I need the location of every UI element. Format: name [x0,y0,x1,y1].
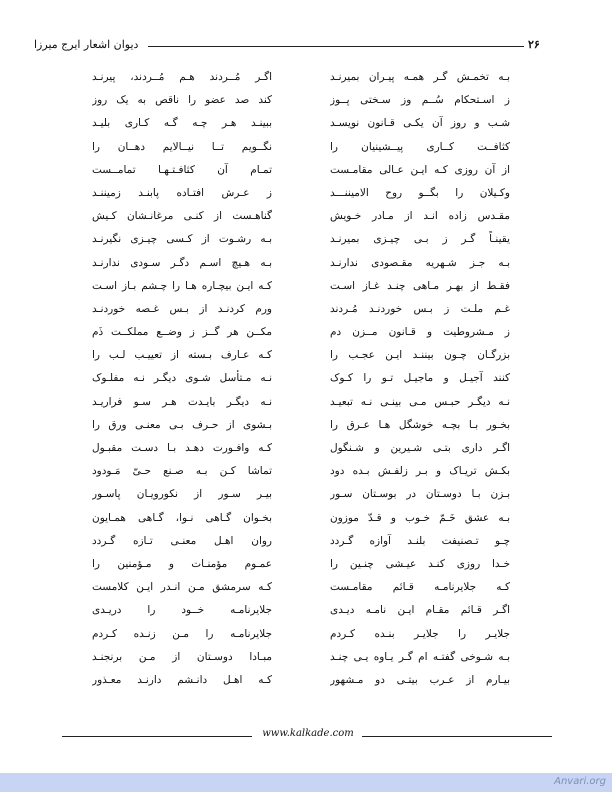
verse-first-hemistich: بـه جـز شـهریه مقـصودی ندارنـد [330,256,510,269]
verse-row [0,228,612,251]
verse-row [0,321,612,344]
verse-row [0,576,612,599]
verse-first-hemistich: غـم ملـت ز بـس خوردنـد مُـردند [330,302,510,315]
verse-second-hemistich: ببینـد هـر چـه گـه کـاری بلیـد [92,117,272,130]
footer-rule-right [362,736,552,737]
verse-second-hemistich: گناهـست از کنـی مرغانـشان کـیش [92,210,272,223]
verse-row [0,275,612,298]
verse-second-hemistich: جلایرنامـه خــود را دریـدی [92,604,272,617]
page-header [0,38,612,58]
verse-row [0,414,612,437]
verse-first-hemistich: فقـط از بهـر مـاهی چنـد غـاز اسـت [330,279,510,292]
verse-second-hemistich: کـه عـارف بـسته از تعییـب لـب را [92,349,272,362]
verse-row [0,112,612,135]
verse-second-hemistich: تمـام آن کثافـتـهـا تمامــست [92,163,272,176]
footer-rule-left [62,736,252,737]
watermark-text: Anvari.org [554,776,606,787]
verse-row [0,205,612,228]
verse-second-hemistich: روان اهـل معنـی تـازه گـردد [92,534,272,547]
verse-second-hemistich: بـه رشـوت از کـسی چیـزی نگیرنـد [92,233,272,246]
verse-row [0,159,612,182]
verse-row [0,344,612,367]
verse-second-hemistich: عمـوم مؤمنـات و مـؤمنین را [92,557,272,570]
verse-row [0,599,612,622]
page-number: ۲۶ [528,38,540,51]
verse-first-hemistich: چـو تـصنیفت بلنـد آوازه گـردد [330,534,510,547]
verse-second-hemistich: کـه وافـورت دهـد بـا دسـت مقبـول [92,442,272,454]
page-footer [0,728,612,742]
watermark-band [0,773,612,792]
verse-first-hemistich: از آن روزی کـه ایـن عـالی مقامـست [330,163,510,176]
verse-row [0,530,612,553]
verse-row [0,136,612,159]
verse-first-hemistich: وکـیلان را بگــو روح الامیننـــد [330,186,510,199]
verse-first-hemistich: نـه دیگـر حبـس مـی بینـی نـه تبعیـد [330,395,510,408]
verse-row [0,437,612,460]
verse-second-hemistich: ورم کردنـد از بـس غـصه خوردنـد [92,302,272,315]
verse-second-hemistich: نـه دیگـر بایـدت هـر سـو فراریـد [92,395,272,408]
verse-second-hemistich: بخـوان گـاهی نـوا، گـاهی همـایون [92,511,272,524]
verse-row [0,623,612,646]
verse-row [0,483,612,506]
verse-first-hemistich: بـه تخمـش گـر همـه پیـران بمیرنـد [330,71,510,83]
verse-row [0,66,612,89]
verse-first-hemistich: بکـش تریـاک و بـر زلفـش بـده دود [330,465,510,478]
verse-second-hemistich: تماشا کـن بـه صـنع حـیّ مَـودود [92,465,272,478]
verse-second-hemistich: کـه اهـل دانـشم دارنـد معـذور [92,673,272,686]
verse-second-hemistich: بیـر سـور از نکورویـان پاسـور [92,488,272,501]
header-rule [148,46,524,47]
verse-first-hemistich: بخـور بـا بچـه خوشگل هـا عـرق را [330,418,510,431]
verse-second-hemistich: کـه سرمشق مـن انـدر ایـن کلامست [92,581,272,594]
verse-row [0,252,612,275]
verse-first-hemistich: بیـارم از عـرب بیتـی دو مـشهور [330,673,510,686]
verse-second-hemistich: نگــویم تــا نیــالایم دهــان را [92,140,272,153]
verse-first-hemistich: ز اسـتحکام سُــم وز سـختی پــوز [330,94,510,107]
verse-first-hemistich: اگـر قـائم مقـام ایـن نامـه دیـدی [330,604,510,617]
verse-second-hemistich: جلایرنامـه را مـن زنـده کـردم [92,627,272,640]
verse-first-hemistich: شـب و روز آن یکـی قـانون نویسـد [330,117,510,130]
verse-first-hemistich: جلایـر را جلایـر بنـده کـردم [330,627,510,640]
verse-row [0,507,612,530]
verse-first-hemistich: کثافــت کــاری پیــشینیان را [330,140,510,153]
verse-row [0,298,612,321]
verse-first-hemistich: بـه عشق خَـمّ خـوب و قـدّ موزون [330,511,510,524]
verse-second-hemistich: بـشوی از حـرف بـی معنـی ورق را [92,418,272,431]
verse-second-hemistich: کند صد عضو را ناقص به یک روز [92,94,272,107]
verse-row [0,646,612,669]
verse-row [0,553,612,576]
verse-first-hemistich: خـدا روزی کنـد عیـشی چنـین را [330,557,510,570]
verse-row [0,367,612,390]
verse-first-hemistich: اگـر داری بتـی شـیرین و شـنگول [330,442,510,454]
verse-second-hemistich: نـه مـتأسل شـوی دیگـر نـه مفلـوک [92,372,272,385]
website-url[interactable]: www.kalkade.com [262,728,354,739]
verse-row [0,89,612,112]
verse-second-hemistich: مبـادا دوسـتان از مـن برنجنـد [92,650,272,663]
verse-first-hemistich: بزرگـان چـون بیننـد ایـن عجـب را [330,349,510,362]
verse-first-hemistich: ز مـشروطیت و قـانون مــزن دم [330,326,510,339]
verse-first-hemistich: بـه شـوخی گفتـه ام گـر یـاوه یـی چنـد [330,650,510,663]
verse-first-hemistich: یقینـاً گـر ز بـی چیـزی بمیرنـد [330,233,510,246]
verse-first-hemistich: کنند آجیـل و ماجیـل تـو را کـوک [330,372,510,385]
verse-second-hemistich: ز عـرش افتـاده پابنـد زمیننـد [92,186,272,199]
verse-first-hemistich: مقـدس زاده انـد از مـادر خـویش [330,210,510,223]
verse-row [0,391,612,414]
verse-row [0,182,612,205]
verse-second-hemistich: اگـر مُــردند هـم مُــردند، پیرنـد [92,71,272,83]
poem-body [0,66,612,692]
verse-first-hemistich: کـه جلایرنامـه قـائم مقامـست [330,581,510,594]
verse-second-hemistich: مکــن هر گــز ز وضــع مملکــت ذَم [92,326,272,339]
book-title: دیوان اشعار ایرج میرزا [34,38,139,51]
verse-row [0,460,612,483]
verse-second-hemistich: بـه هـیچ اسـم دگـر سـودی ندارنـد [92,256,272,269]
verse-row [0,669,612,692]
verse-first-hemistich: بـزن بـا دوسـتان در بوسـتان سـور [330,488,510,501]
verse-second-hemistich: کـه ایـن بیچـاره هـا را چـشم بـاز اسـت [92,279,272,292]
